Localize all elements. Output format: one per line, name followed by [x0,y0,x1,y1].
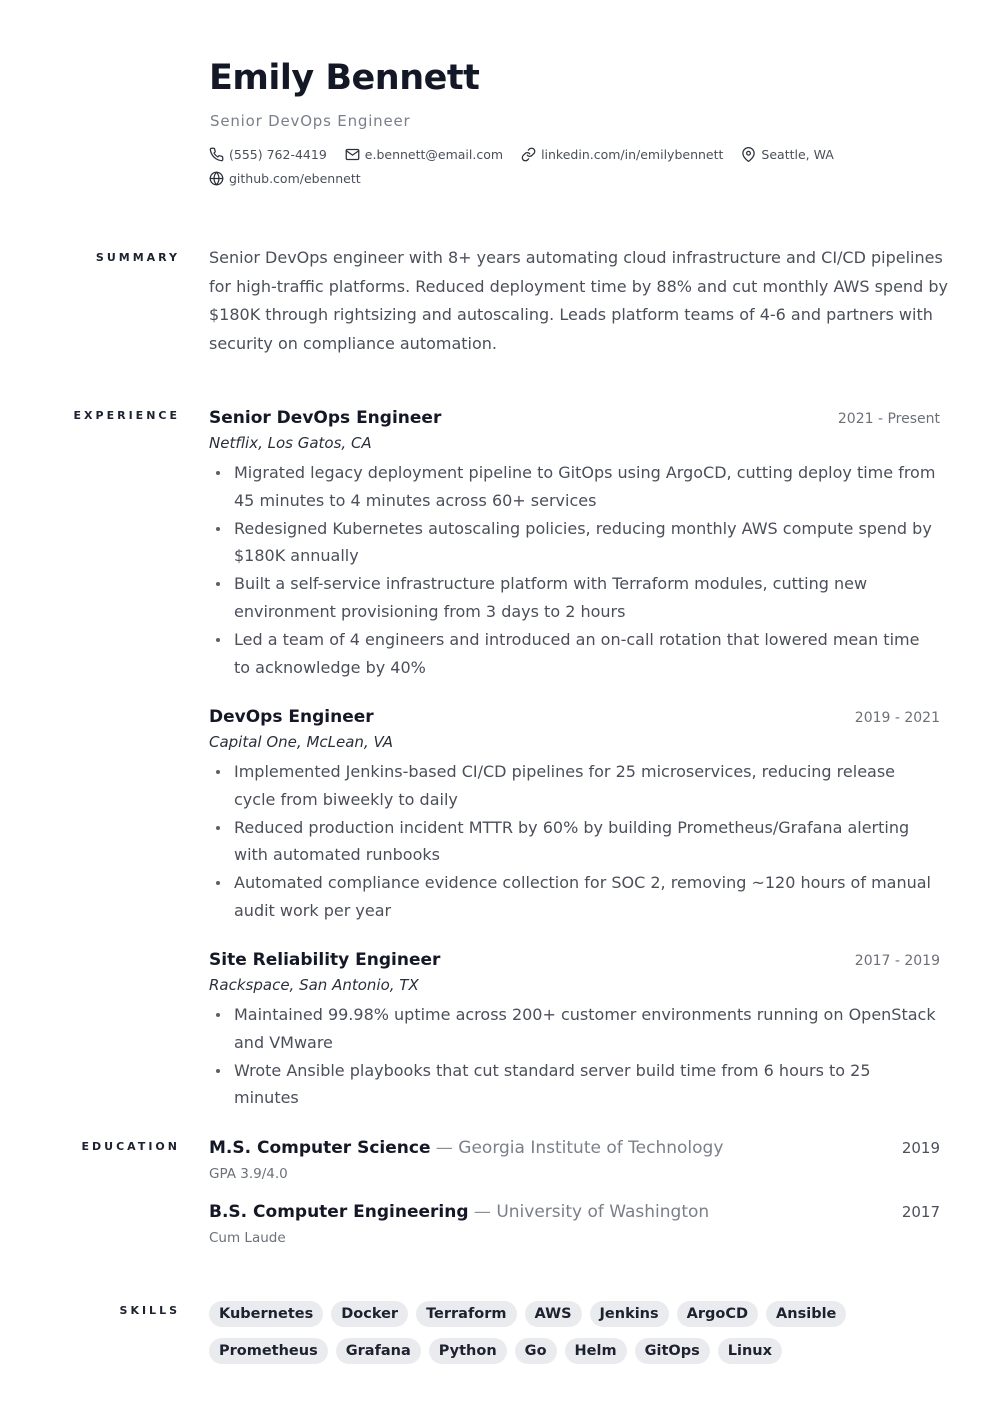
linkedin-text: linkedin.com/in/emilybennett [541,147,724,162]
job-bullets [209,459,940,681]
job-bullet: Led a team of 4 engineers and introduced an on-call rotation that lowered mean time to acknowledge by 40% [209,626,940,682]
contact-row [209,171,379,186]
skills-list [209,1301,940,1375]
skill-chip: GitOps [635,1338,710,1364]
job-dates: 2019 - 2021 [854,710,940,726]
job-entry [209,950,940,1112]
candidate-name: Emily Bennett [209,58,480,98]
mail-icon [345,147,360,162]
skill-chip: Python [429,1338,507,1364]
job-role: Site Reliability Engineer [209,950,441,970]
contact-github [209,171,361,186]
job-bullets [209,758,940,925]
email-text: e.bennett@email.com [364,147,504,162]
contact-phone [209,147,327,162]
section-label-skills: SKILLS [119,1304,180,1317]
contact-row [209,147,852,162]
job-company: Capital One, McLean, VA [209,733,393,751]
edu-separator: — [430,1138,459,1158]
job-bullets [209,1001,940,1112]
job-company: Rackspace, San Antonio, TX [209,976,419,994]
github-text: github.com/ebennett [229,171,361,186]
link-icon [521,147,536,162]
job-bullet: Reduced production incident MTTR by 60% by building Prometheus/Grafana alerting with automated runbooks [209,814,940,870]
skill-chip: Helm [565,1338,627,1364]
job-company: Netflix, Los Gatos, CA [209,434,372,452]
phone-icon [209,147,224,162]
job-entry [209,707,940,925]
edu-degree: M.S. Computer Science [209,1138,431,1158]
job-role: Senior DevOps Engineer [209,408,442,428]
job-bullet: Migrated legacy deployment pipeline to GitOps using ArgoCD, cutting deploy time from 45 minutes to 4 minutes across 60+ services [209,459,940,515]
edu-school: University of Washington [496,1202,710,1222]
job-bullet: Automated compliance evidence collection for SOC 2, removing ~120 hours of manual audit work per year [209,869,940,925]
edu-degree: B.S. Computer Engineering [209,1202,469,1222]
location-pin-icon [741,147,756,162]
skill-chip: ArgoCD [677,1301,758,1327]
skill-chip: Kubernetes [209,1301,323,1327]
contact-linkedin [521,147,723,162]
skill-chip: AWS [525,1301,582,1327]
edu-separator: — [468,1202,497,1222]
job-bullet: Implemented Jenkins-based CI/CD pipelines for 25 microservices, reducing release cycle from biweekly to daily [209,758,940,814]
skill-chip: Linux [718,1338,782,1364]
skill-chip: Jenkins [590,1301,669,1327]
job-dates: 2017 - 2019 [854,953,940,969]
skill-chip: Grafana [336,1338,421,1364]
contact-email [345,147,503,162]
location-text: Seattle, WA [761,147,834,162]
edu-note: Cum Laude [209,1230,286,1246]
job-role: DevOps Engineer [209,707,374,727]
skill-chip: Ansible [766,1301,846,1327]
edu-year: 2019 [901,1139,940,1157]
education-entry [209,1202,940,1246]
job-bullet: Maintained 99.98% uptime across 200+ customer environments running on OpenStack and VMware [209,1001,940,1057]
edu-year: 2017 [901,1203,940,1221]
skill-chip: Docker [331,1301,408,1327]
candidate-title: Senior DevOps Engineer [210,112,411,130]
education-entry [209,1138,940,1182]
skill-chip: Go [515,1338,557,1364]
section-label-education: EDUCATION [81,1140,180,1153]
skill-chip: Terraform [416,1301,516,1327]
job-bullet: Built a self-service infrastructure platform with Terraform modules, cutting new environment provisioning from 3 days to 2 hours [209,570,940,626]
edu-note: GPA 3.9/4.0 [209,1166,288,1182]
globe-icon [209,171,224,186]
edu-school: Georgia Institute of Technology [458,1138,724,1158]
job-bullet: Redesigned Kubernetes autoscaling policies, reducing monthly AWS compute spend by $180K annually [209,515,940,571]
section-label-summary: SUMMARY [95,251,180,264]
job-dates: 2021 - Present [837,411,940,427]
job-entry [209,408,940,681]
job-bullet: Wrote Ansible playbooks that cut standard server build time from 6 hours to 25 minutes [209,1057,940,1113]
contact-location [741,147,833,162]
phone-text: (555) 762-4419 [229,147,327,162]
section-label-experience: EXPERIENCE [73,409,180,422]
summary-text: Senior DevOps engineer with 8+ years automating cloud infrastructure and CI/CD pipelines for high-traffic platforms. Reduced deployment time by 88% and cut monthly AWS spend by $180K through rightsizing and autoscaling. Leads platform teams of 4-6 and partners with security on compliance automation. [209,248,948,354]
skill-chip: Prometheus [209,1338,328,1364]
